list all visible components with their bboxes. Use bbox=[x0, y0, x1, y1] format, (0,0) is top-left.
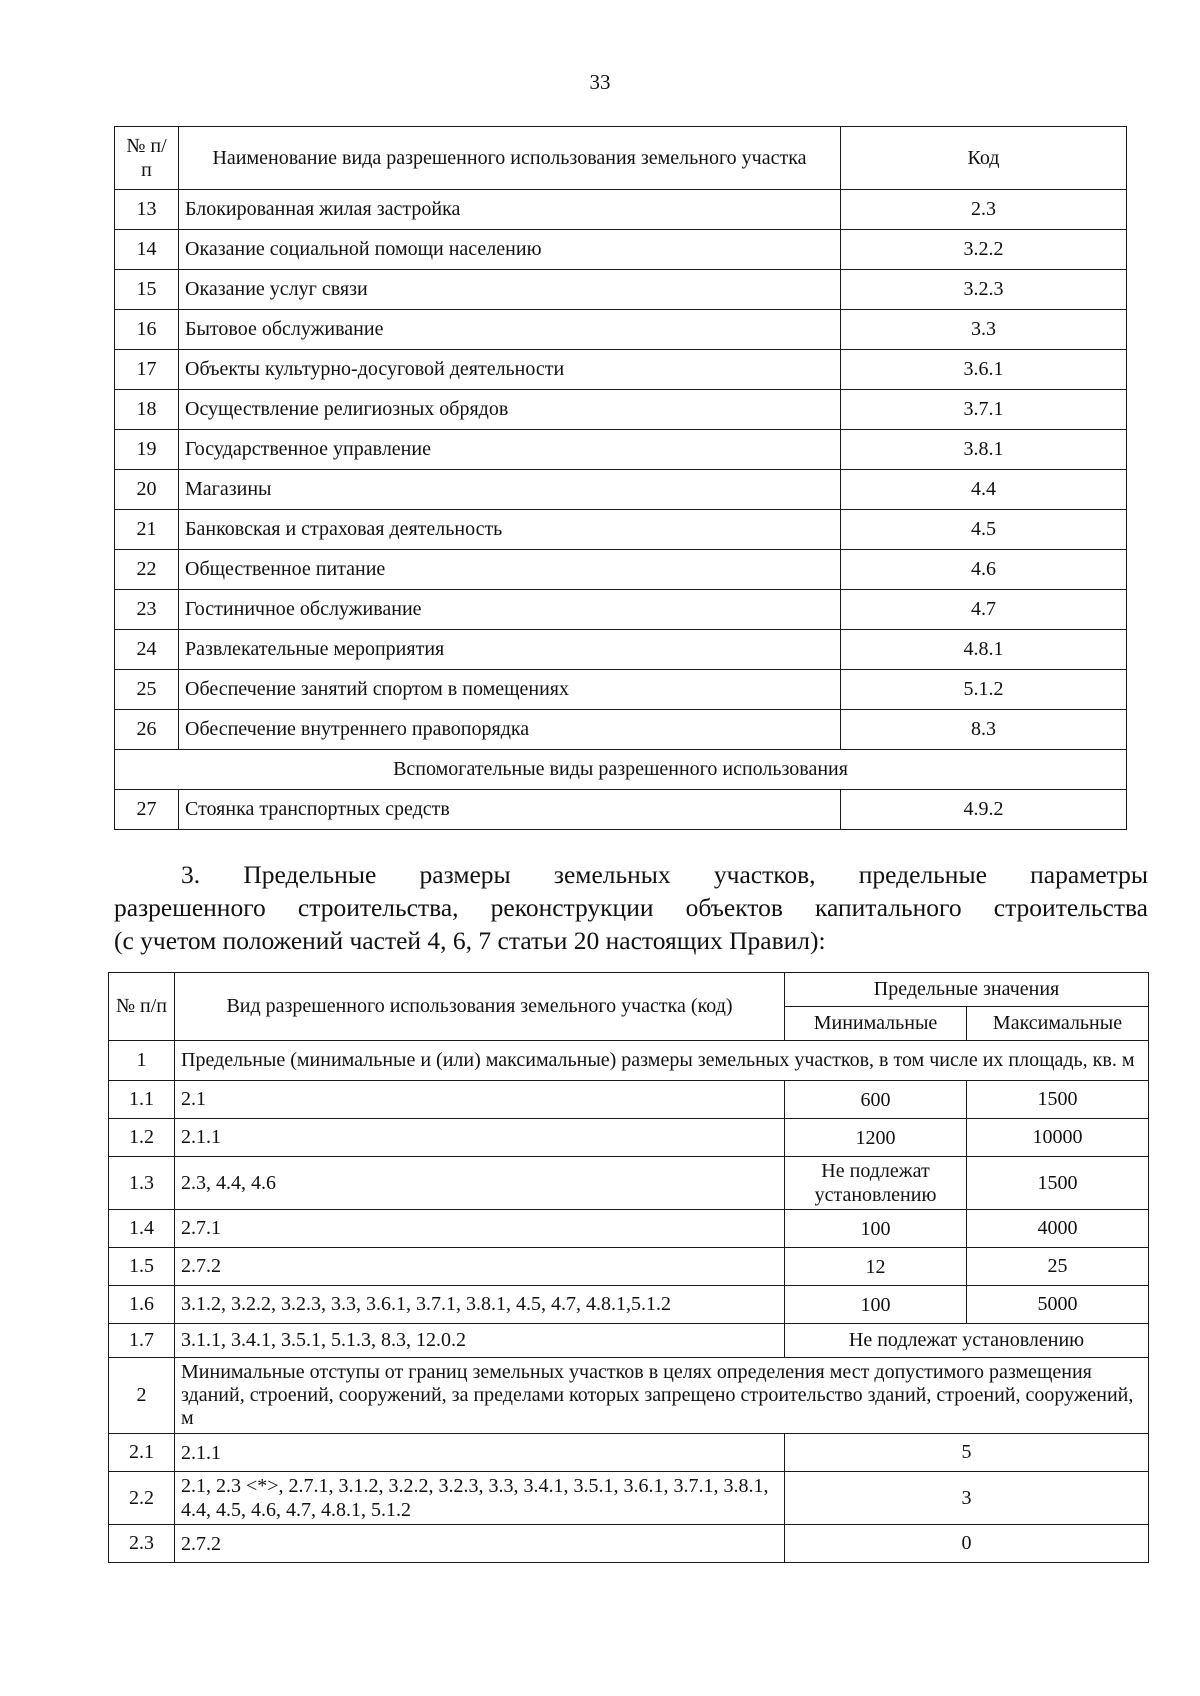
paragraph-line: разрешенного строительства, реконструкции объектов капитального строительства bbox=[114, 893, 1148, 922]
table-row bbox=[109, 1286, 1149, 1324]
table-row bbox=[109, 1434, 1149, 1472]
row-code: 3.2.2 bbox=[841, 230, 1127, 270]
row-value: 3 bbox=[785, 1472, 1149, 1525]
header-name: Наименование вида разрешенного использования земельного участка bbox=[179, 127, 841, 190]
row-name: Гостиничное обслуживание bbox=[179, 590, 841, 630]
row-name: Банковская и страховая деятельность bbox=[179, 510, 841, 550]
row-num: 27 bbox=[115, 790, 179, 830]
row-max: 25 bbox=[967, 1248, 1149, 1286]
table-body bbox=[115, 190, 1127, 750]
row-num: 24 bbox=[115, 630, 179, 670]
row-num: 2.3 bbox=[109, 1525, 175, 1563]
row-code: 4.8.1 bbox=[841, 630, 1127, 670]
section-num: 1 bbox=[109, 1041, 175, 1081]
row-min: 100 bbox=[785, 1286, 967, 1324]
table-row bbox=[115, 270, 1127, 310]
row-code: 4.6 bbox=[841, 550, 1127, 590]
table-row bbox=[115, 710, 1127, 750]
row-name: Обеспечение внутреннего правопорядка bbox=[179, 710, 841, 750]
table-row bbox=[109, 1472, 1149, 1525]
row-num: 15 bbox=[115, 270, 179, 310]
row-num: 21 bbox=[115, 510, 179, 550]
paragraph-line: (с учетом положений частей 4, 6, 7 статьи 20 настоящих Правил): bbox=[114, 926, 826, 955]
table-row bbox=[115, 670, 1127, 710]
section-2-rows bbox=[109, 1434, 1149, 1563]
table-row bbox=[109, 1210, 1149, 1248]
row-min: 12 bbox=[785, 1248, 967, 1286]
row-min: 600 bbox=[785, 1081, 967, 1119]
aux-section-header: Вспомогательные виды разрешенного использования bbox=[115, 750, 1127, 790]
header-num: № п/п bbox=[115, 127, 179, 190]
row-num: 1.7 bbox=[109, 1324, 175, 1358]
row-code: 3.3 bbox=[841, 310, 1127, 350]
table-row bbox=[115, 550, 1127, 590]
row-num: 13 bbox=[115, 190, 179, 230]
row-codes: 2.1 bbox=[175, 1081, 785, 1119]
row-num: 19 bbox=[115, 430, 179, 470]
row-num: 1.3 bbox=[109, 1157, 175, 1210]
row-min: 100 bbox=[785, 1210, 967, 1248]
row-codes: 2.7.2 bbox=[175, 1525, 785, 1563]
aux-table-body bbox=[115, 790, 1127, 830]
row-codes: 2.1.1 bbox=[175, 1434, 785, 1472]
row-num: 26 bbox=[115, 710, 179, 750]
row-num: 23 bbox=[115, 590, 179, 630]
row-value: Не подлежат установлению bbox=[785, 1324, 1149, 1358]
row-code: 4.9.2 bbox=[841, 790, 1127, 830]
table-row bbox=[109, 1324, 1149, 1358]
table-row bbox=[115, 510, 1127, 550]
row-code: 2.3 bbox=[841, 190, 1127, 230]
row-num: 1.6 bbox=[109, 1286, 175, 1324]
section-3-paragraph bbox=[114, 858, 1148, 957]
header-limits: Предельные значения bbox=[785, 973, 1149, 1007]
row-num: 1.4 bbox=[109, 1210, 175, 1248]
page-number: 33 bbox=[589, 70, 611, 94]
table-row bbox=[115, 430, 1127, 470]
table-header-row bbox=[115, 127, 1127, 190]
row-name: Оказание социальной помощи населению bbox=[179, 230, 841, 270]
row-num: 1.2 bbox=[109, 1119, 175, 1157]
table-row bbox=[109, 1525, 1149, 1563]
row-num: 1.5 bbox=[109, 1248, 175, 1286]
table-row bbox=[115, 190, 1127, 230]
row-name: Магазины bbox=[179, 470, 841, 510]
table-row bbox=[109, 1157, 1149, 1210]
table-row bbox=[115, 630, 1127, 670]
row-codes: 2.3, 4.4, 4.6 bbox=[175, 1157, 785, 1210]
row-num: 1.1 bbox=[109, 1081, 175, 1119]
row-codes: 2.1.1 bbox=[175, 1119, 785, 1157]
row-min: 1200 bbox=[785, 1119, 967, 1157]
header-num: № п/п bbox=[109, 973, 175, 1041]
row-name: Оказание услуг связи bbox=[179, 270, 841, 310]
row-name: Осуществление религиозных обрядов bbox=[179, 390, 841, 430]
header-min: Минимальные bbox=[785, 1007, 967, 1041]
row-min: Не подлежат установлению bbox=[785, 1157, 967, 1210]
limit-parameters-table bbox=[108, 972, 1149, 1563]
row-num: 2.2 bbox=[109, 1472, 175, 1525]
permitted-use-table bbox=[114, 126, 1127, 830]
section-text: Предельные (минимальные и (или) максимальные) размеры земельных участков, в том числе их площадь, кв. м bbox=[175, 1041, 1149, 1081]
section-1-rows bbox=[109, 1081, 1149, 1324]
row-num: 25 bbox=[115, 670, 179, 710]
row-codes: 3.1.1, 3.4.1, 3.5.1, 5.1.3, 8.3, 12.0.2 bbox=[175, 1324, 785, 1358]
row-value: 5 bbox=[785, 1434, 1149, 1472]
row-codes: 2.7.1 bbox=[175, 1210, 785, 1248]
table-row bbox=[115, 230, 1127, 270]
row-code: 4.4 bbox=[841, 470, 1127, 510]
section-num: 2 bbox=[109, 1358, 175, 1434]
table-row bbox=[115, 390, 1127, 430]
table-row bbox=[109, 1248, 1149, 1286]
row-code: 4.7 bbox=[841, 590, 1127, 630]
row-codes: 3.1.2, 3.2.2, 3.2.3, 3.3, 3.6.1, 3.7.1, 3.8.1, 4.5, 4.7, 4.8.1,5.1.2 bbox=[175, 1286, 785, 1324]
row-max: 4000 bbox=[967, 1210, 1149, 1248]
table-row bbox=[109, 1081, 1149, 1119]
row-max: 5000 bbox=[967, 1286, 1149, 1324]
row-codes: 2.1, 2.3 <*>, 2.7.1, 3.1.2, 3.2.2, 3.2.3, 3.3, 3.4.1, 3.5.1, 3.6.1, 3.7.1, 3.8.1, 4.4, 4.5, 4.6, 4.7, 4.8.1, 5.1.2 bbox=[175, 1472, 785, 1525]
row-value: 0 bbox=[785, 1525, 1149, 1563]
row-code: 3.7.1 bbox=[841, 390, 1127, 430]
table-row bbox=[109, 1119, 1149, 1157]
row-name: Блокированная жилая застройка bbox=[179, 190, 841, 230]
row-code: 3.2.3 bbox=[841, 270, 1127, 310]
header-kind: Вид разрешенного использования земельного участка (код) bbox=[175, 973, 785, 1041]
section-text: Минимальные отступы от границ земельных участков в целях определения мест допустимого размещения зданий, строений, сооружений, за пределами которых запрещено строительство зданий, строений, сооружений, м bbox=[175, 1358, 1149, 1434]
table-row bbox=[115, 470, 1127, 510]
row-num: 16 bbox=[115, 310, 179, 350]
header-code: Код bbox=[841, 127, 1127, 190]
header-max: Максимальные bbox=[967, 1007, 1149, 1041]
row-num: 18 bbox=[115, 390, 179, 430]
row-max: 10000 bbox=[967, 1119, 1149, 1157]
row-code: 8.3 bbox=[841, 710, 1127, 750]
row-num: 17 bbox=[115, 350, 179, 390]
row-code: 4.5 bbox=[841, 510, 1127, 550]
row-codes: 2.7.2 bbox=[175, 1248, 785, 1286]
row-num: 22 bbox=[115, 550, 179, 590]
table-row bbox=[115, 310, 1127, 350]
section-row bbox=[109, 1358, 1149, 1434]
row-name: Стоянка транспортных средств bbox=[179, 790, 841, 830]
table-header-row bbox=[109, 973, 1149, 1007]
table-row bbox=[115, 790, 1127, 830]
table-row bbox=[115, 350, 1127, 390]
row-code: 5.1.2 bbox=[841, 670, 1127, 710]
row-name: Объекты культурно-досуговой деятельности bbox=[179, 350, 841, 390]
row-name: Государственное управление bbox=[179, 430, 841, 470]
row-num: 20 bbox=[115, 470, 179, 510]
aux-section-row bbox=[115, 750, 1127, 790]
row-num: 14 bbox=[115, 230, 179, 270]
row-num: 2.1 bbox=[109, 1434, 175, 1472]
row-name: Бытовое обслуживание bbox=[179, 310, 841, 350]
row-name: Развлекательные мероприятия bbox=[179, 630, 841, 670]
row-code: 3.8.1 bbox=[841, 430, 1127, 470]
section-row bbox=[109, 1041, 1149, 1081]
row-name: Общественное питание bbox=[179, 550, 841, 590]
paragraph-line: 3. Предельные размеры земельных участков, предельные параметры bbox=[181, 860, 1148, 889]
table-row bbox=[115, 590, 1127, 630]
row-name: Обеспечение занятий спортом в помещениях bbox=[179, 670, 841, 710]
row-code: 3.6.1 bbox=[841, 350, 1127, 390]
row-max: 1500 bbox=[967, 1157, 1149, 1210]
row-max: 1500 bbox=[967, 1081, 1149, 1119]
